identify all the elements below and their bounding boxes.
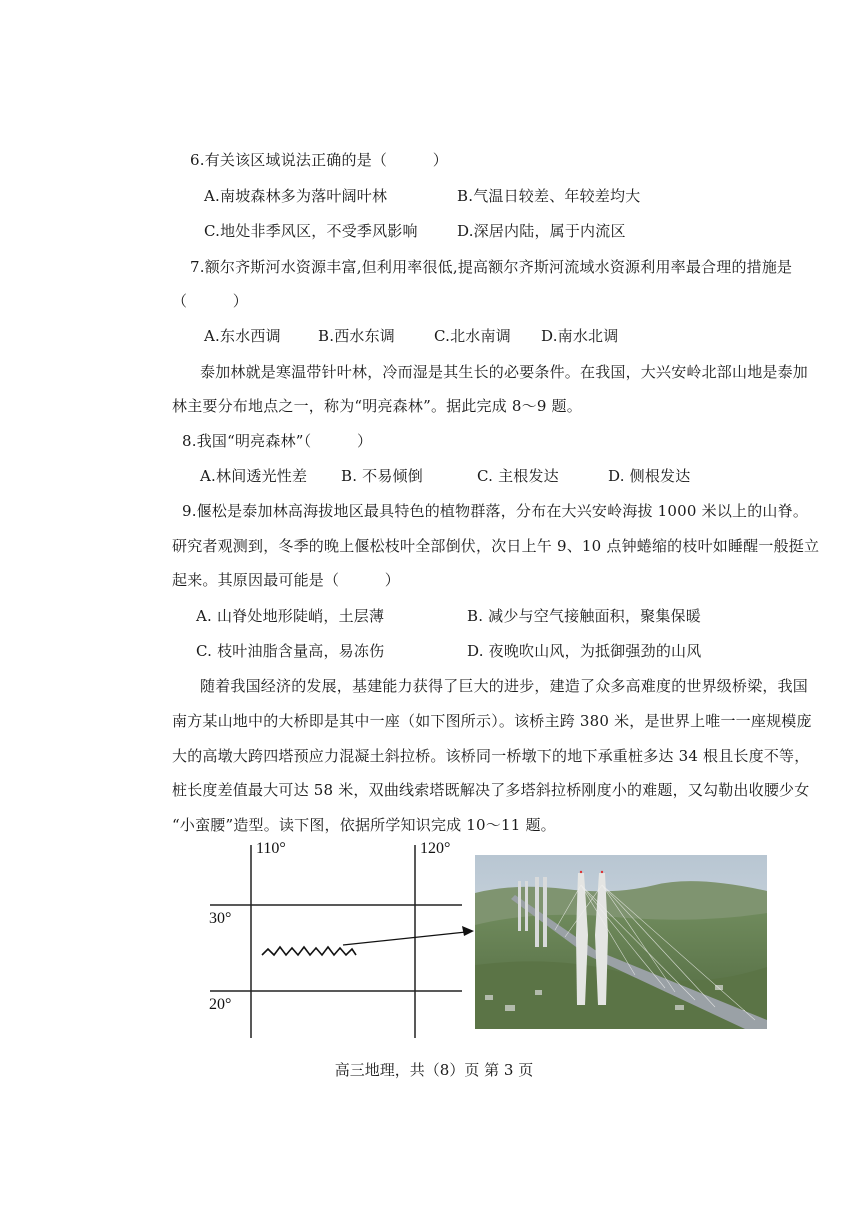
passage2-line1: 随着我国经济的发展，基建能力获得了巨大的进步，建造了众多高难度的世界级桥梁，我国	[200, 677, 809, 695]
longitude-label-110: 110°	[256, 840, 286, 857]
pointer-arrow	[343, 932, 466, 945]
q6-stem: 6.有关该区域说法正确的是（ ）	[190, 151, 448, 169]
q7-option-a: A.东水西调	[204, 327, 281, 345]
longitude-label-120: 120°	[420, 840, 451, 857]
q6-option-d: D.深居内陆，属于内流区	[457, 222, 626, 240]
q6-option-a: A.南坡森林多为落叶阔叶林	[204, 187, 388, 205]
q7-stem-line1: 7.额尔齐斯河水资源丰富,但利用率很低,提高额尔齐斯河流域水资源利用率最合理的措施是	[190, 258, 793, 276]
q7-option-c: C.北水南调	[434, 327, 511, 345]
page-footer: 高三地理，共（8）页 第 3 页	[334, 1061, 534, 1079]
q9-option-c: C. 枝叶油脂含量高，易冻伤	[196, 642, 385, 660]
q9-stem-line1: 9.偃松是泰加林高海拔地区最具特色的植物群落，分布在大兴安岭海拔 1000 米以上的山脊。	[182, 502, 809, 520]
passage2-line3: 大的高墩大跨四塔预应力混凝土斜拉桥。该桥同一桥墩下的地下承重桩多达 34 根且长度不等，	[172, 747, 810, 765]
mountain-symbol	[262, 947, 356, 955]
latitude-label-20: 20°	[209, 996, 232, 1013]
passage2-line4: 桩长度差值最大可达 58 米，双曲线索塔既解决了多塔斜拉桥刚度小的难题，又勾勒出收腰少女	[172, 781, 810, 799]
q7-stem-line2: （ ）	[172, 292, 249, 310]
passage1-line1: 泰加林就是寒温带针叶林，冷而湿是其生长的必要条件。在我国，大兴安岭北部山地是泰加	[200, 363, 809, 381]
q9-option-a: A. 山脊处地形陡峭，土层薄	[196, 607, 385, 625]
passage2-line2: 南方某山地中的大桥即是其中一座（如下图所示）。该桥主跨 380 米，是世界上唯一一座规模庞	[172, 712, 812, 730]
q6-option-b: B.气温日较差、年较差均大	[457, 187, 641, 205]
q9-stem-line2: 研究者观测到，冬季的晚上偃松枝叶全部倒伏，次日上午 9、10 点钟蜷缩的枝叶如睡醒一般挺立	[172, 537, 820, 555]
bridge-photo	[475, 855, 767, 1029]
q9-option-b: B. 减少与空气接触面积，聚集保暖	[467, 607, 701, 625]
latitude-label-30: 30°	[209, 910, 232, 927]
q7-option-b: B.西水东调	[318, 327, 395, 345]
q8-option-b: B. 不易倾倒	[341, 467, 423, 485]
q6-option-c: C.地处非季风区，不受季风影响	[204, 222, 418, 240]
passage1-line2: 林主要分布地点之一，称为“明亮森林”。据此完成 8～9 题。	[172, 397, 582, 415]
arrow-head-icon	[462, 926, 474, 936]
q8-option-a: A.林间透光性差	[200, 467, 308, 485]
q8-stem: 8.我国“明亮森林”（ ）	[182, 432, 373, 450]
passage2-line5: “小蛮腰”造型。读下图，依据所学知识完成 10～11 题。	[172, 816, 556, 834]
q8-option-c: C. 主根发达	[477, 467, 559, 485]
q9-stem-line3: 起来。其原因最可能是（ ）	[172, 571, 401, 589]
q7-option-d: D.南水北调	[541, 327, 619, 345]
q9-option-d: D. 夜晚吹山风，为抵御强劲的山风	[467, 642, 702, 660]
q8-option-d: D. 侧根发达	[608, 467, 691, 485]
